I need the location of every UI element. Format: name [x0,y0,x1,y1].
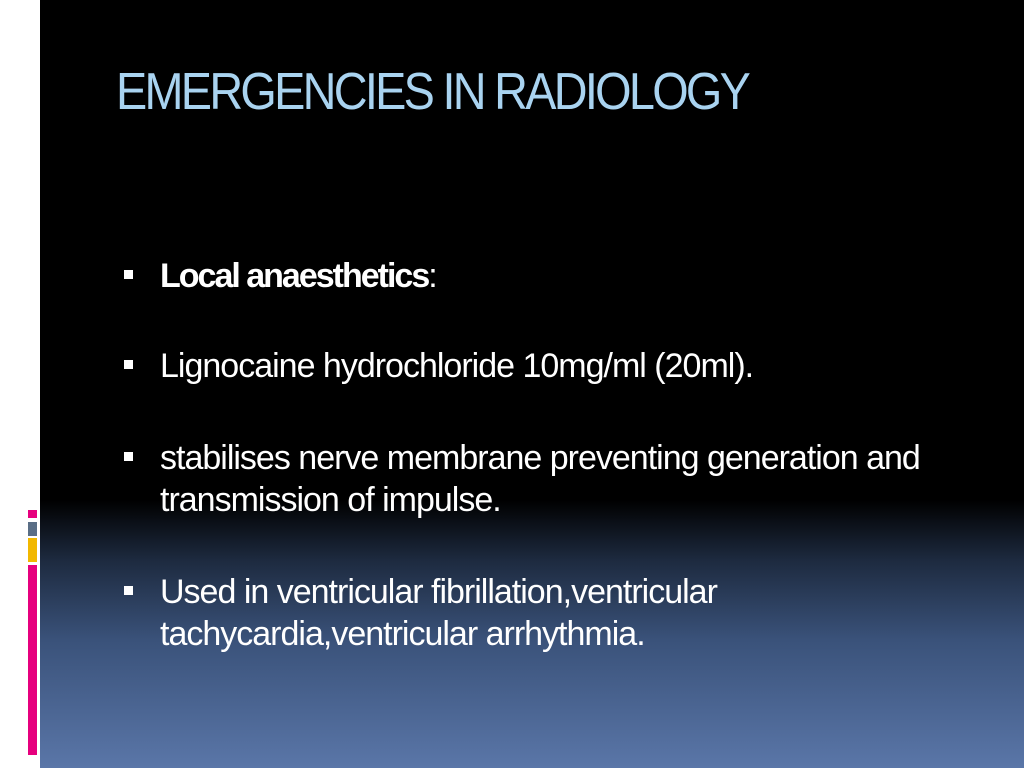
bullet-item [120,255,1000,297]
magenta-accent-bar [28,565,37,755]
bullet-text: Used in ventricular fibrillation,ventricular tachycardia,ventricular arrhythmia. [160,573,717,653]
bullet-text: stabilises nerve membrane preventing generation and transmission of impulse. [160,439,920,519]
bullet-item [120,345,1000,387]
gray-accent-bar [28,522,37,536]
bullet-list [120,255,1000,655]
bullet-item [120,571,1000,655]
bullet-item [120,437,1000,521]
bullet-text: Lignocaine hydrochloride 10mg/ml (20ml). [160,347,754,385]
slide-content [40,0,1024,768]
yellow-accent-bar [28,538,37,562]
square-bullet-icon [124,360,133,369]
magenta-accent-bar-small [28,510,37,518]
left-decorative-strip [0,0,40,768]
bullet-heading-colon: : [428,257,437,295]
square-bullet-icon [124,586,133,595]
slide-title: EMERGENCIES IN RADIOLOGY [116,63,749,121]
square-bullet-icon [124,452,133,461]
bullet-heading: Local anaesthetics [160,257,429,295]
square-bullet-icon [124,270,133,279]
